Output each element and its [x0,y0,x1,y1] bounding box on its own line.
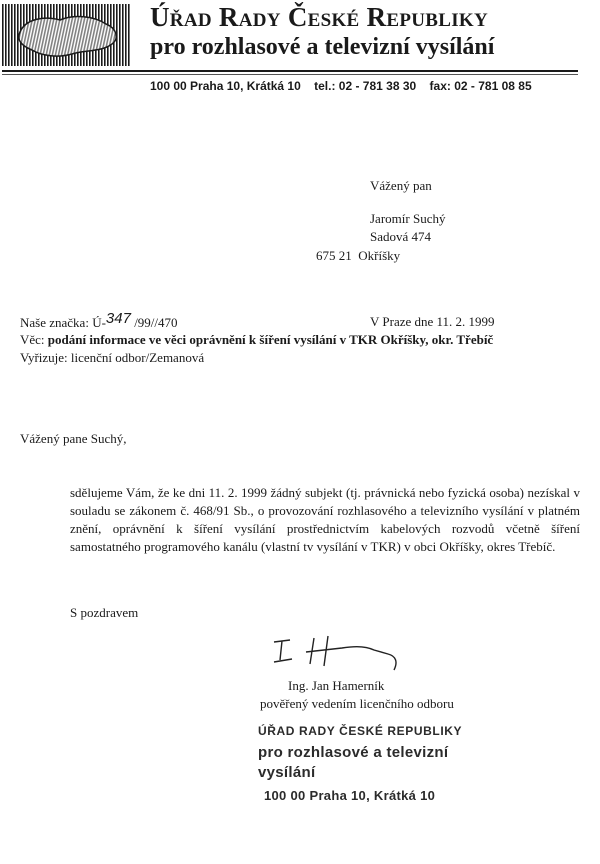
org-name-line2: pro rozhlasové a televizní vysílání [150,34,495,60]
letter-greeting: Vážený pane Suchý, [20,431,127,446]
contact-line [150,79,542,93]
signatory-name: Ing. Jan Hamerník [288,678,385,693]
recipient-salutation: Vážený pan [370,178,432,193]
office-logo [2,4,130,66]
handled-by: Vyřizuje: licenční odbor/Zemanová [20,350,205,365]
letter-body: sdělujeme Vám, že ke dni 11. 2. 1999 žádný subjekt (tj. právnická nebo fyzická osoba) nezískal v souladu se zákonem č. 468/91 Sb., o provozování rozhlasového a televizního vysílání v platném znění, oprávnění k šíření vysílání prostřednictvím kabelových rozvodů včetně šíření samostatného programového kanálu (vlastní tv vysílání v TKR) v obci Okříšky, okres Třebíč. [70,485,580,554]
our-reference-handwritten: 347 [105,310,131,327]
signatory-title: pověřený vedením licenčního odboru [260,696,454,711]
letter-closing: S pozdravem [70,605,139,620]
place-date: V Praze dne 11. 2. 1999 [370,314,495,329]
stamp-line1: ÚŘAD RADY ČESKÉ REPUBLIKY [258,724,463,738]
org-address: 100 00 Praha 10, Krátká 10 [150,79,301,93]
org-phone: tel.: 02 - 781 38 30 [314,79,417,93]
our-reference-label: Naše značka: [20,315,89,330]
header-rule [2,70,578,72]
stamp-line3: vysílání [258,764,316,781]
subject-line [20,332,493,348]
org-name-line1: Úřad Rady České Republiky [150,2,489,32]
recipient-city-line [316,248,400,264]
recipient-city: Okříšky [358,248,401,263]
recipient-postcode: 675 21 [316,248,352,263]
handwritten-signature [270,632,410,674]
our-reference [20,310,178,331]
our-reference-suffix: /99//470 [134,315,178,330]
subject-label: Věc: [20,332,45,347]
recipient-name: Jaromír Suchý [370,211,446,226]
stamp-line4: 100 00 Praha 10, Krátká 10 [264,788,436,803]
header-rule-thin [2,74,578,75]
stamp-line2: pro rozhlasové a televizní [258,744,449,761]
subject-text: podání informace ve věci oprávnění k šíření vysílání v TKR Okříšky, okr. Třebíč [47,332,494,347]
our-reference-prefix: Ú- [92,315,106,330]
recipient-street: Sadová 474 [370,229,432,244]
org-fax: fax: 02 - 781 08 85 [429,79,532,93]
